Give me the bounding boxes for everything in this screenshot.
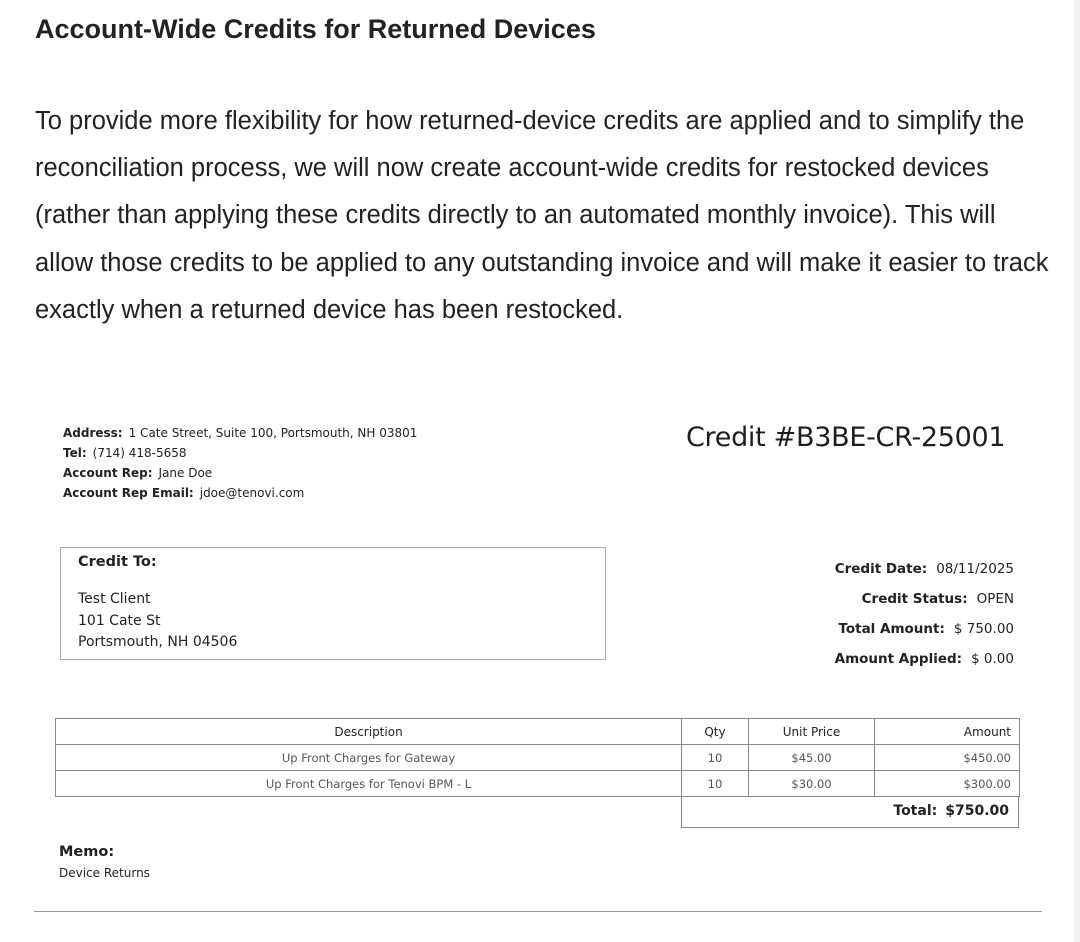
credit-date-row	[835, 554, 1014, 584]
address-row	[63, 423, 417, 443]
account-rep-value: Jane Doe	[158, 466, 213, 480]
page-right-edge	[1074, 0, 1080, 942]
account-rep-email-value: jdoe@tenovi.com	[199, 486, 305, 500]
tel-value: (714) 418-5658	[92, 446, 187, 460]
credit-to-box	[60, 547, 606, 660]
company-info	[63, 423, 417, 503]
tel-row	[63, 443, 417, 463]
header-qty: Qty	[682, 719, 749, 745]
credit-status-value: OPEN	[976, 591, 1014, 607]
table-header-row	[56, 719, 1020, 745]
address-label: Address:	[63, 426, 123, 440]
amount-applied-row	[835, 644, 1014, 674]
client-city: Portsmouth, NH 04506	[78, 634, 238, 650]
credit-status-label: Credit Status:	[861, 591, 968, 607]
tel-label: Tel:	[63, 446, 87, 460]
row-description: Up Front Charges for Tenovi BPM - L	[56, 771, 682, 797]
header-amount: Amount	[875, 719, 1020, 745]
header-unit-price: Unit Price	[749, 719, 875, 745]
line-items-table	[55, 718, 1020, 797]
row-qty: 10	[682, 771, 749, 797]
memo-title: Memo:	[59, 844, 115, 860]
intro-paragraph: To provide more flexibility for how returned-device credits are applied and to simplify the reconciliation process, we will now create account-wide credits for restocked devices (rather than applying these credits directly to an automated monthly invoice). This will allow those credits to be applied to any outstanding invoice and will make it easier to track exactly when a returned device has been restocked.	[35, 107, 1049, 324]
row-qty: 10	[682, 745, 749, 771]
client-street: 101 Cate St	[78, 612, 161, 629]
row-amount: $300.00	[875, 771, 1020, 797]
credit-date-value: 08/11/2025	[936, 561, 1014, 577]
account-rep-email-label: Account Rep Email:	[63, 486, 194, 500]
table-total	[893, 803, 1009, 819]
amount-applied-value: $ 0.00	[971, 651, 1014, 667]
credit-number-heading: Credit #B3BE-CR-25001	[686, 422, 1006, 453]
row-amount: $450.00	[875, 745, 1020, 771]
amount-applied-label: Amount Applied:	[834, 651, 963, 667]
row-description: Up Front Charges for Gateway	[56, 745, 682, 771]
credit-status-row	[835, 584, 1014, 614]
account-rep-row	[63, 463, 417, 483]
credit-date-label: Credit Date:	[834, 561, 928, 577]
credit-document-image	[0, 400, 1074, 900]
table-total-box	[681, 797, 1019, 828]
credit-summary	[835, 554, 1014, 674]
header-description: Description	[56, 719, 682, 745]
table-total-label: Total:	[893, 803, 938, 819]
table-row	[56, 771, 1020, 797]
address-value: 1 Cate Street, Suite 100, Portsmouth, NH 03801	[128, 426, 418, 440]
credit-to-title: Credit To:	[78, 554, 157, 570]
memo-section	[59, 844, 150, 880]
total-amount-row	[835, 614, 1014, 644]
row-unit-price: $30.00	[749, 771, 875, 797]
total-amount-value: $ 750.00	[953, 621, 1014, 637]
account-rep-label: Account Rep:	[63, 466, 153, 480]
account-rep-email-row	[63, 483, 417, 503]
total-amount-label: Total Amount:	[838, 621, 945, 637]
section-divider	[34, 911, 1042, 912]
row-unit-price: $45.00	[749, 745, 875, 771]
credit-to-address	[78, 589, 237, 654]
table-total-value: $750.00	[945, 803, 1009, 819]
memo-text: Device Returns	[59, 866, 150, 880]
client-name: Test Client	[78, 591, 151, 607]
table-row	[56, 745, 1020, 771]
page-title: Account-Wide Credits for Returned Devices	[35, 14, 596, 44]
